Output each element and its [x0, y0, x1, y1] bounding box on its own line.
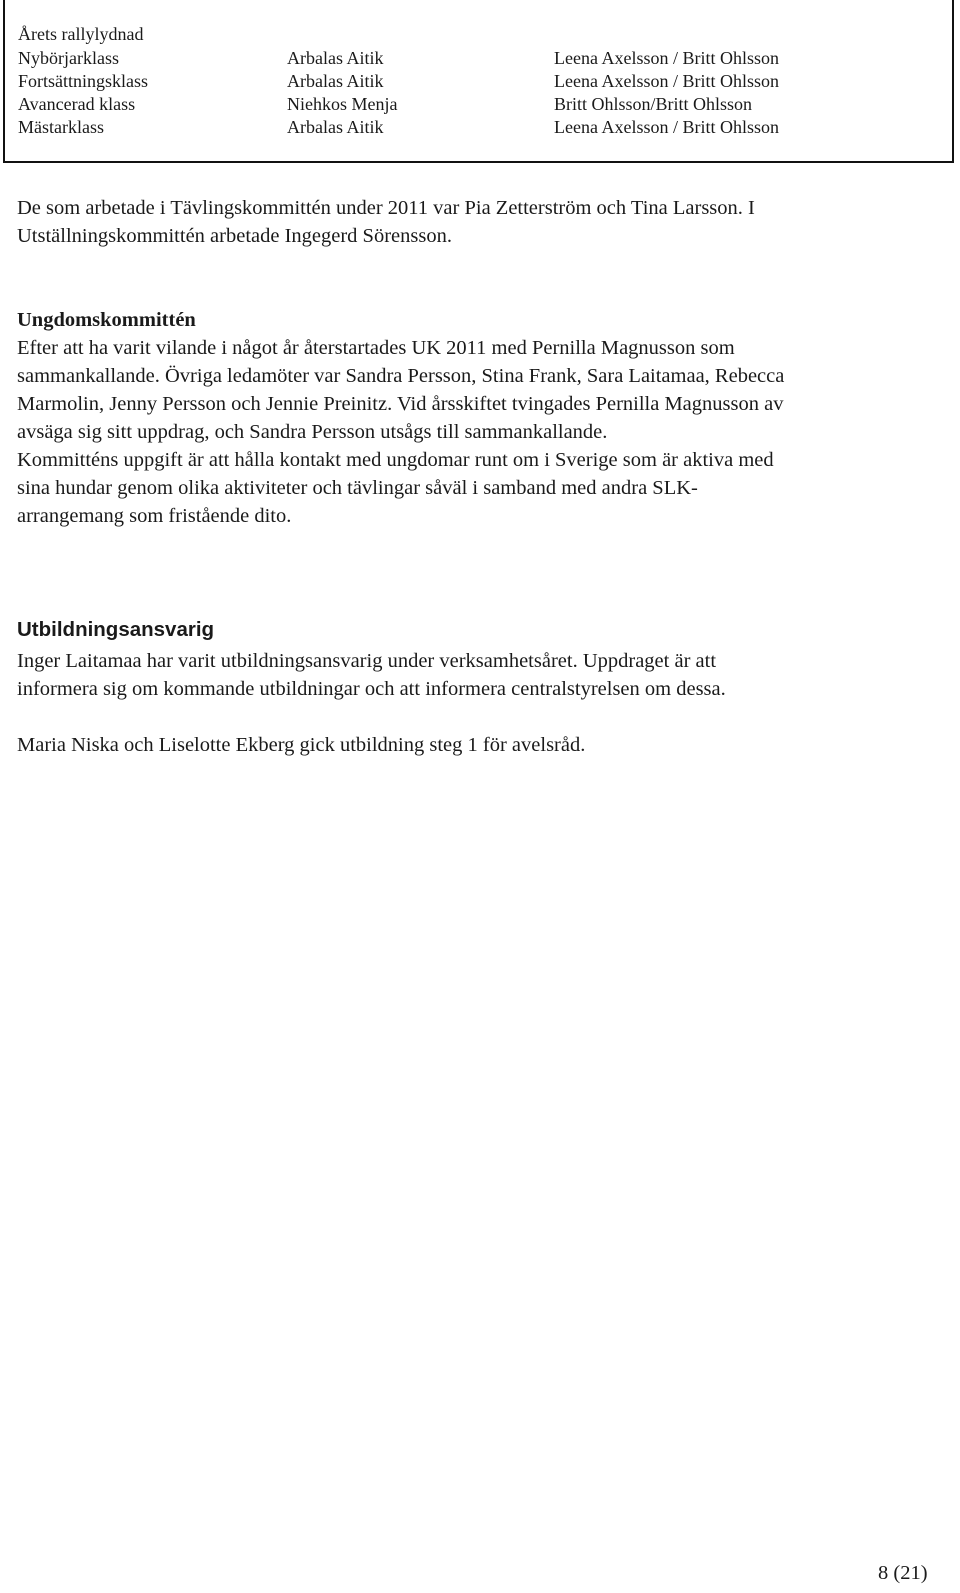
result-dog: Arbalas Aitik — [287, 71, 384, 91]
paragraph-line: arrangemang som fristående dito. — [17, 505, 292, 527]
page-number: 8 (21) — [878, 1562, 928, 1584]
paragraph-line: Inger Laitamaa har varit utbildningsansvarig under verksamhetsåret. Uppdraget är att — [17, 650, 717, 672]
result-class: Fortsättningsklass — [18, 71, 149, 91]
result-owners: Leena Axelsson / Britt Ohlsson — [554, 48, 779, 68]
result-owners: Leena Axelsson / Britt Ohlsson — [554, 117, 779, 137]
utbildning-note: Maria Niska och Liselotte Ekberg gick utbildning steg 1 för avelsråd. — [17, 734, 586, 756]
result-owners: Britt Ohlsson/Britt Ohlsson — [554, 94, 753, 114]
paragraph-line: sina hundar genom olika aktiviteter och tävlingar såväl i samband med andra SLK- — [17, 477, 698, 499]
utbildning-paragraph — [17, 647, 947, 703]
result-dog: Niehkos Menja — [287, 94, 398, 114]
paragraph-line: informera sig om kommande utbildningar och att informera centralstyrelsen om dessa. — [17, 678, 726, 700]
paragraph-line: avsäga sig sitt uppdrag, och Sandra Persson utsågs till sammankallande. — [17, 421, 608, 443]
result-class: Nybörjarklass — [18, 48, 119, 68]
ungdom-paragraph — [17, 334, 947, 530]
results-box-title: Årets rallylydnad — [18, 24, 144, 44]
result-dog: Arbalas Aitik — [287, 117, 384, 137]
paragraph-line: De som arbetade i Tävlingskommittén under 2011 var Pia Zetterström och Tina Larsson. I — [17, 197, 755, 219]
result-dog: Arbalas Aitik — [287, 48, 384, 68]
results-box — [3, 0, 954, 163]
paragraph-line: Kommitténs uppgift är att hålla kontakt med ungdomar runt om i Sverige som är aktiva med — [17, 449, 774, 471]
paragraph-line: Marmolin, Jenny Persson och Jennie Preinitz. Vid årsskiftet tvingades Pernilla Magnusson av — [17, 393, 784, 415]
utbildning-heading: Utbildningsansvarig — [17, 618, 215, 641]
committee-paragraph — [17, 194, 947, 250]
ungdom-heading: Ungdomskommittén — [17, 309, 196, 331]
paragraph-line: Utställningskommittén arbetade Ingegerd Sörensson. — [17, 225, 452, 247]
result-class: Avancerad klass — [18, 94, 136, 114]
paragraph-line: sammankallande. Övriga ledamöter var Sandra Persson, Stina Frank, Sara Laitamaa, Rebecca — [17, 365, 785, 387]
paragraph-line: Efter att ha varit vilande i något år återstartades UK 2011 med Pernilla Magnusson som — [17, 337, 735, 359]
result-owners: Leena Axelsson / Britt Ohlsson — [554, 71, 779, 91]
result-class: Mästarklass — [18, 117, 104, 137]
